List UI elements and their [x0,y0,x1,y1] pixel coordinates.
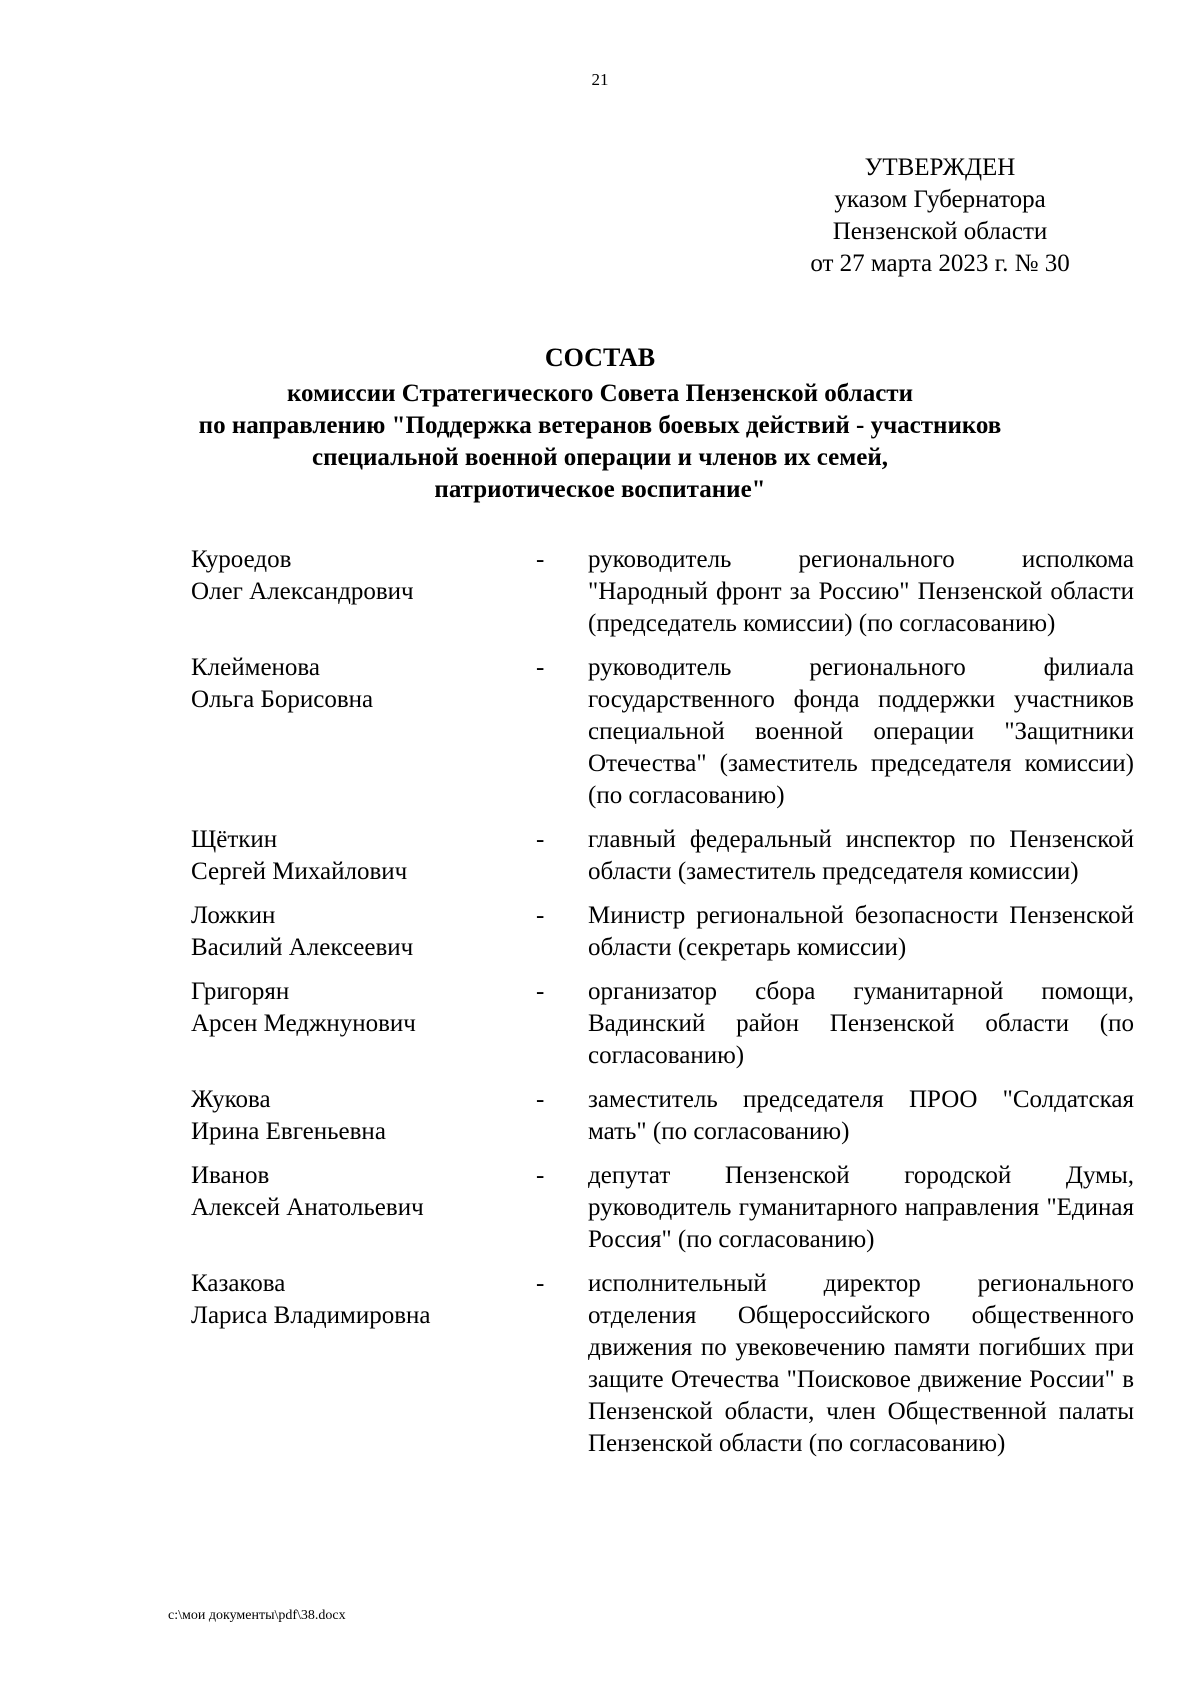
member-name [191,1160,536,1256]
approval-stamp [770,152,1110,280]
member-surname: Казакова [191,1270,286,1297]
document-title [130,340,1070,506]
member-dash: - [536,1086,545,1113]
member-dash: - [536,826,545,853]
member-dash: - [536,902,545,929]
member-role: руководитель регионального исполкома "Народный фронт за Россию" Пензенской области (председатель комиссии) (по согласованию) [588,546,1134,637]
member-surname: Куроедов [191,546,292,573]
member-role: главный федеральный инспектор по Пензенской области (заместитель председателя комиссии) [588,826,1134,885]
member-surname: Ложкин [191,902,276,929]
title-line-2: по направлению "Поддержка ветеранов боевых действий - участников [198,412,1002,439]
approval-line-2: указом Губернатора [834,186,1046,213]
title-line-3: специальной военной операции и членов их семей, [311,444,889,471]
member-name [191,900,536,964]
member-row [191,1268,1134,1460]
member-role: организатор сбора гуманитарной помощи, Вадинский район Пензенской области (по согласованию) [588,978,1134,1069]
member-surname: Григорян [191,978,290,1005]
approval-line-1: УТВЕРЖДЕН [864,154,1016,181]
member-given-name: Алексей Анатольевич [191,1194,424,1221]
page-number: 21 [591,70,609,89]
title-main: СОСТАВ [544,343,656,372]
member-row [191,652,1134,812]
member-row [191,544,1134,640]
member-name [191,1268,536,1460]
member-row [191,900,1134,964]
member-surname: Клейменова [191,654,320,681]
member-role: Министр региональной безопасности Пензенской области (секретарь комиссии) [588,902,1134,961]
member-row [191,976,1134,1072]
approval-line-4: от 27 марта 2023 г. № 30 [810,250,1070,277]
member-role: исполнительный директор регионального отделения Общероссийского общественного движения по увековечению памяти погибших при защите Отечества "Поисковое движение России" в Пензенской области, член Общественной палаты Пензенской области (по согласованию) [588,1270,1134,1457]
member-row [191,1084,1134,1148]
member-name [191,1084,536,1148]
member-name [191,824,536,888]
footer-file-path: c:\мои документы\pdf\38.docx [168,1608,346,1623]
approval-line-3: Пензенской области [832,218,1048,245]
member-role: депутат Пензенской городской Думы, руководитель гуманитарного направления "Единая Россия" (по согласованию) [588,1162,1134,1253]
member-role: руководитель регионального филиала государственного фонда поддержки участников специальной военной операции "Защитники Отечества" (заместитель председателя комиссии) (по согласованию) [588,654,1134,809]
member-role: заместитель председателя ПРОО "Солдатская мать" (по согласованию) [588,1086,1134,1145]
member-surname: Жукова [191,1086,271,1113]
member-name [191,544,536,640]
member-dash: - [536,546,545,573]
member-name [191,976,536,1072]
member-given-name: Арсен Меджнунович [191,1010,416,1037]
members-list [191,544,1134,1460]
member-given-name: Василий Алексеевич [191,934,414,961]
member-surname: Щёткин [191,826,278,853]
member-given-name: Ирина Евгеньевна [191,1118,386,1145]
member-given-name: Олег Александрович [191,578,414,605]
member-given-name: Ольга Борисовна [191,686,374,713]
member-row [191,824,1134,888]
member-row [191,1160,1134,1256]
title-line-4: патриотическое воспитание" [434,476,766,503]
member-name [191,652,536,812]
member-dash: - [536,1162,545,1189]
member-dash: - [536,654,545,681]
member-surname: Иванов [191,1162,270,1189]
member-given-name: Лариса Владимировна [191,1302,431,1329]
member-dash: - [536,978,545,1005]
title-line-1: комиссии Стратегического Совета Пензенской области [286,380,913,407]
member-given-name: Сергей Михайлович [191,858,408,885]
member-dash: - [536,1270,545,1297]
